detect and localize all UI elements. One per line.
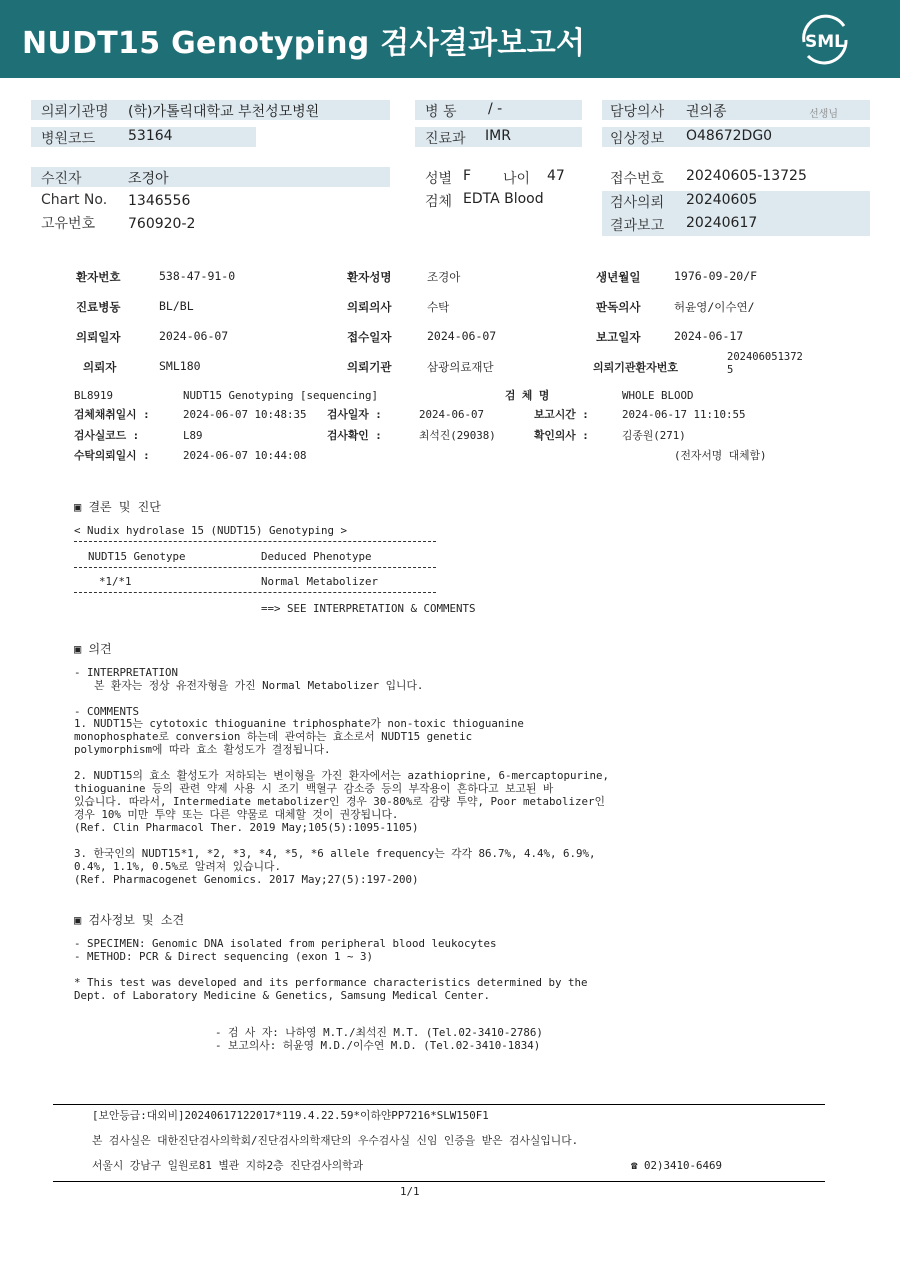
lab-tel: ☎ 02)3410-6469 xyxy=(631,1159,723,1172)
request-time-label: 수탁의뢰일시 : xyxy=(74,449,150,462)
info-r3-v1: 2024-06-07 xyxy=(159,329,229,343)
patient-box xyxy=(31,167,390,187)
comment-2-line: 있습니다. 따라서, Intermediate metabolizer인 경우 30-80%로 감량 투약, Poor metabolizer인 xyxy=(74,795,605,808)
info-r2-l3: 판독의사 xyxy=(596,300,641,314)
comment-2-line: thioguanine 등의 관련 약제 사용 시 조기 백혈구 감소증 등의 부작용이 흔하다고 보고된 바 xyxy=(74,782,554,795)
request-time: 2024-06-07 10:44:08 xyxy=(183,449,307,462)
col-phenotype: Deduced Phenotype xyxy=(261,550,372,563)
test-specimen-label: 검 체 명 xyxy=(505,389,550,402)
info-r4-v3: 202406051372 xyxy=(727,351,803,363)
dept-label: 진료과 xyxy=(425,131,466,147)
testdate: 2024-06-07 xyxy=(419,408,485,421)
comment-3-line: 0.4%, 1.1%, 0.5%로 알려져 있습니다. xyxy=(74,860,281,873)
staff-line: - 보고의사: 허윤영 M.D./이수연 M.D. (Tel.02-3410-1834) xyxy=(215,1039,541,1052)
method-note: * This test was developed and its performance characteristics determined by the xyxy=(74,976,588,989)
reporttime-label: 보고시간 : xyxy=(534,408,589,421)
specimen-label: 검체 xyxy=(425,194,453,210)
footer-bottom-rule xyxy=(53,1181,825,1182)
method-note: Dept. of Laboratory Medicine & Genetics, Samsung Medical Center. xyxy=(74,989,491,1002)
test-specimen: WHOLE BLOOD xyxy=(622,389,694,402)
report-label: 결과보고 xyxy=(610,218,665,234)
specimen: EDTA Blood xyxy=(463,191,544,207)
comment-3-line: 3. 한국인의 NUDT15*1, *2, *3, *4, *5, *6 allele frequency는 각각 86.7%, 4.4%, 6.9%, xyxy=(74,847,596,860)
hospital-code-label: 병원코드 xyxy=(41,131,96,147)
result-subtitle: < Nudix hydrolase 15 (NUDT15) Genotyping > xyxy=(74,524,348,537)
info-r2-v2: 수탁 xyxy=(427,300,450,314)
request-date: 20240605 xyxy=(686,192,758,208)
reporttime: 2024-06-17 11:10:55 xyxy=(622,408,746,421)
footer-top-rule xyxy=(53,1104,825,1105)
testdate-label: 검사일자 : xyxy=(327,408,382,421)
uid-label: 고유번호 xyxy=(41,216,96,232)
info-r2-l2: 의뢰의사 xyxy=(347,300,392,314)
info-r3-l2: 접수일자 xyxy=(347,330,392,344)
info-r3-l1: 의뢰일자 xyxy=(76,330,121,344)
comment-1-line: monophosphate로 conversion 하는데 관여하는 효소로서 NUDT15 genetic xyxy=(74,730,473,743)
info-r1-l2: 환자성명 xyxy=(347,270,392,284)
interp-heading: - INTERPRETATION xyxy=(74,666,179,679)
divider xyxy=(74,541,436,542)
info-r2-v1: BL/BL xyxy=(159,299,194,313)
info-r1-v2: 조경아 xyxy=(427,270,461,284)
staff-line: - 검 사 자: 나하영 M.T./최석진 M.T. (Tel.02-3410-2786) xyxy=(215,1026,543,1039)
info-r4-v1: SML180 xyxy=(159,359,201,373)
see-interpretation: ==> SEE INTERPRETATION & COMMENTS xyxy=(261,602,476,615)
info-r4-v3b: 5 xyxy=(727,364,734,376)
report-header xyxy=(0,0,900,78)
comment-2-line: 2. NUDT15의 효소 활성도가 저하되는 변이형을 가진 환자에서는 azathioprine, 6-mercaptopurine, xyxy=(74,769,609,782)
info-r4-v2: 삼광의료재단 xyxy=(427,360,494,374)
info-r4-l1: 의뢰자 xyxy=(83,360,117,374)
comment-3-line: (Ref. Pharmacogenet Genomics. 2017 May;27(5):197-200) xyxy=(74,873,419,886)
security-line: [보안등급:대외비]20240617122017*119.4.22.59*이하얀PP7216*SLW150F1 xyxy=(92,1109,489,1122)
info-r2-v3: 허윤영/이수연/ xyxy=(674,300,755,314)
info-r4-l2: 의뢰기관 xyxy=(347,360,392,374)
genotype-value: *1/*1 xyxy=(99,575,132,588)
receipt-no-label: 접수번호 xyxy=(610,171,665,187)
info-r1-v3: 1976-09-20/F xyxy=(674,269,758,283)
method-line: - SPECIMEN: Genomic DNA isolated from peripheral blood leukocytes xyxy=(74,937,497,950)
confirm: 최석진(29038) xyxy=(419,429,496,442)
comment-1-line: 1. NUDT15는 cytotoxic thioguanine triphosphate가 non-toxic thioguanine xyxy=(74,717,524,730)
request-label: 검사의뢰 xyxy=(610,195,665,211)
report-date: 20240617 xyxy=(686,215,758,231)
ward-label: 병 동 xyxy=(425,104,457,120)
doctor-label: 담당의사 xyxy=(610,104,665,120)
test-name: NUDT15 Genotyping [sequencing] xyxy=(183,389,379,402)
comment-2-line: (Ref. Clin Pharmacol Ther. 2019 May;105(5):1095-1105) xyxy=(74,821,419,834)
confirm-dr-label: 확인의사 : xyxy=(534,429,589,442)
test-code: BL8919 xyxy=(74,389,114,402)
certification: 본 검사실은 대한진단검사의학회/진단검사의학재단의 우수검사실 신임 인증을 받은 검사실입니다. xyxy=(92,1134,579,1147)
chart-label: Chart No. xyxy=(41,192,108,208)
info-r3-l3: 보고일자 xyxy=(596,330,641,344)
clinical: O48672DG0 xyxy=(686,128,773,144)
interp-text: 본 환자는 정상 유전자형을 가진 Normal Metabolizer 입니다. xyxy=(94,679,424,692)
info-r4-l3: 의뢰기관환자번호 xyxy=(593,361,679,374)
collect-time: 2024-06-07 10:48:35 xyxy=(183,408,307,421)
collect-label: 검체채취일시 : xyxy=(74,408,150,421)
opinion-section-title: ▣ 의견 xyxy=(74,642,112,656)
lab-label: 검사실코드 : xyxy=(74,429,140,442)
phenotype-value: Normal Metabolizer xyxy=(261,575,379,588)
info-r1-v1: 538-47-91-0 xyxy=(159,269,236,283)
hospital-code: 53164 xyxy=(128,128,173,144)
doctor: 권의종 xyxy=(686,104,727,120)
comment-2-line: 경우 10% 미만 투약 또는 다른 약물로 대체할 것이 권장됩니다. xyxy=(74,808,399,821)
age: 47 xyxy=(547,168,565,184)
confirm-dr: 김종원(271) xyxy=(622,429,686,442)
lab-code: L89 xyxy=(183,429,203,442)
uid: 760920-2 xyxy=(128,216,196,232)
info-r1-l1: 환자번호 xyxy=(76,270,121,284)
report-title: NUDT15 Genotyping 검사결과보고서 xyxy=(22,26,586,61)
doctor-suffix: 선생님 xyxy=(809,109,838,120)
result-section-title: ▣ 결론 및 진단 xyxy=(74,500,161,514)
age-label: 나이 xyxy=(503,171,531,187)
comment-1-line: polymorphism에 따라 효소 활성도가 결정됩니다. xyxy=(74,743,331,756)
esign-note: (전자서명 대체함) xyxy=(674,449,767,462)
page-number: 1/1 xyxy=(400,1185,420,1198)
patient-label: 수진자 xyxy=(41,171,82,187)
clinical-label: 임상정보 xyxy=(610,131,665,147)
comments-heading: - COMMENTS xyxy=(74,705,140,718)
col-genotype: NUDT15 Genotype xyxy=(88,550,186,563)
divider xyxy=(74,592,436,593)
patient: 조경아 xyxy=(128,171,169,187)
sex: F xyxy=(463,168,472,184)
lab-address: 서울시 강남구 일원로81 별관 지하2층 진단검사의학과 xyxy=(92,1159,364,1172)
chart-no: 1346556 xyxy=(128,193,191,209)
requester-org: (학)가톨릭대학교 부천성모병원 xyxy=(128,104,320,120)
sml-logo xyxy=(796,12,854,68)
info-r3-v2: 2024-06-07 xyxy=(427,329,497,343)
method-line: - METHOD: PCR & Direct sequencing (exon 1 ~ 3) xyxy=(74,950,374,963)
info-r1-l3: 생년월일 xyxy=(596,270,641,284)
info-r2-l1: 진료병동 xyxy=(76,300,121,314)
dept: IMR xyxy=(485,128,511,144)
confirm-label: 검사확인 : xyxy=(327,429,382,442)
requester-org-label: 의뢰기관명 xyxy=(41,104,109,120)
method-section-title: ▣ 검사정보 및 소견 xyxy=(74,913,185,927)
logo-text: SML xyxy=(805,32,845,52)
receipt-no: 20240605-13725 xyxy=(686,168,807,184)
divider xyxy=(74,567,436,568)
info-r3-v3: 2024-06-17 xyxy=(674,329,744,343)
ward: / - xyxy=(488,101,503,117)
sex-label: 성별 xyxy=(425,171,453,187)
